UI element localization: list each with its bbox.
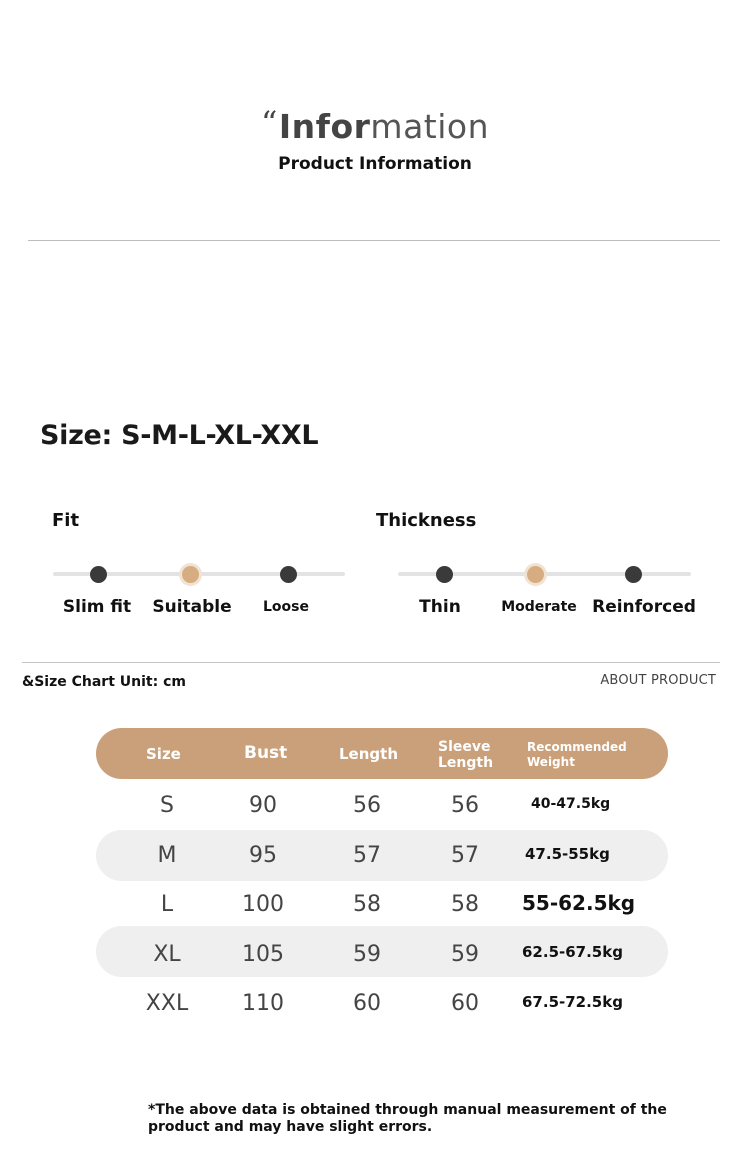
size-table-header: [96, 728, 668, 779]
header-bust: Bust: [244, 743, 288, 763]
table-cell-sleeve: 58: [451, 892, 479, 917]
table-cell-size: L: [160, 892, 174, 917]
header-recommended-weight: [527, 740, 627, 770]
table-cell-sleeve: 59: [451, 942, 479, 967]
table-cell-length: 59: [353, 942, 381, 967]
table-cell-weight: 47.5-55kg: [525, 845, 610, 863]
section-subtitle: Product Information: [278, 154, 472, 174]
thickness-dot-thin: [436, 566, 453, 583]
table-cell-length: 58: [353, 892, 381, 917]
table-cell-length: 60: [353, 991, 381, 1016]
fit-label-suitable: Suitable: [152, 597, 232, 617]
fit-label-loose: Loose: [263, 599, 309, 615]
fit-title: Fit: [52, 510, 80, 531]
fit-dot-suitable-selected: [182, 566, 199, 583]
middle-divider: [22, 662, 720, 663]
table-cell-bust: 90: [249, 793, 277, 818]
table-cell-weight: 40-47.5kg: [531, 796, 611, 812]
measurement-disclaimer: *The above data is obtained through manual measurement of the product and may have slight errors.: [148, 1102, 667, 1135]
fit-label-slim: Slim fit: [62, 597, 132, 617]
table-cell-bust: 95: [249, 843, 277, 868]
table-cell-length: 56: [353, 793, 381, 818]
table-cell-size: XL: [153, 942, 181, 967]
header-size: Size: [146, 745, 181, 763]
table-cell-size: S: [160, 793, 174, 818]
thickness-label-moderate: Moderate: [501, 599, 577, 615]
header-sleeve-line1: Sleeve: [438, 739, 491, 755]
fit-dot-slim: [90, 566, 107, 583]
thickness-dot-reinforced: [625, 566, 642, 583]
header-weight-line2: Weight: [527, 755, 575, 769]
header-length: Length: [339, 745, 398, 763]
size-range: Size: S-M-L-XL-XXL: [40, 420, 319, 451]
thickness-label-thin: Thin: [419, 597, 461, 617]
thickness-title: Thickness: [376, 510, 477, 531]
table-cell-bust: 100: [242, 892, 284, 917]
thickness-label-reinforced: Reinforced: [592, 597, 696, 617]
table-cell-size: M: [157, 843, 177, 868]
table-cell-weight: 55-62.5kg: [522, 891, 636, 915]
table-cell-sleeve: 57: [451, 843, 479, 868]
fit-dot-loose: [280, 566, 297, 583]
table-cell-bust: 105: [242, 942, 284, 967]
table-cell-sleeve: 56: [451, 793, 479, 818]
header-weight-line1: Recommended: [527, 740, 627, 754]
thickness-dot-moderate-selected: [527, 566, 544, 583]
quote-mark: “: [260, 104, 278, 142]
table-cell-sleeve: 60: [451, 991, 479, 1016]
section-title: [0, 104, 750, 146]
table-cell-size: XXL: [145, 991, 189, 1016]
title-light-part: mation: [370, 107, 490, 146]
title-bold-part: Infor: [278, 107, 371, 146]
table-cell-weight: 67.5-72.5kg: [522, 993, 623, 1011]
top-divider: [28, 240, 720, 241]
header-sleeve-length: [438, 739, 493, 771]
table-cell-length: 57: [353, 843, 381, 868]
header-sleeve-line2: Length: [438, 755, 494, 771]
size-chart-unit-label: &Size Chart Unit: cm: [22, 674, 186, 690]
table-cell-bust: 110: [242, 991, 284, 1016]
about-product-label: ABOUT PRODUCT: [600, 673, 716, 688]
table-cell-weight: 62.5-67.5kg: [522, 943, 623, 961]
